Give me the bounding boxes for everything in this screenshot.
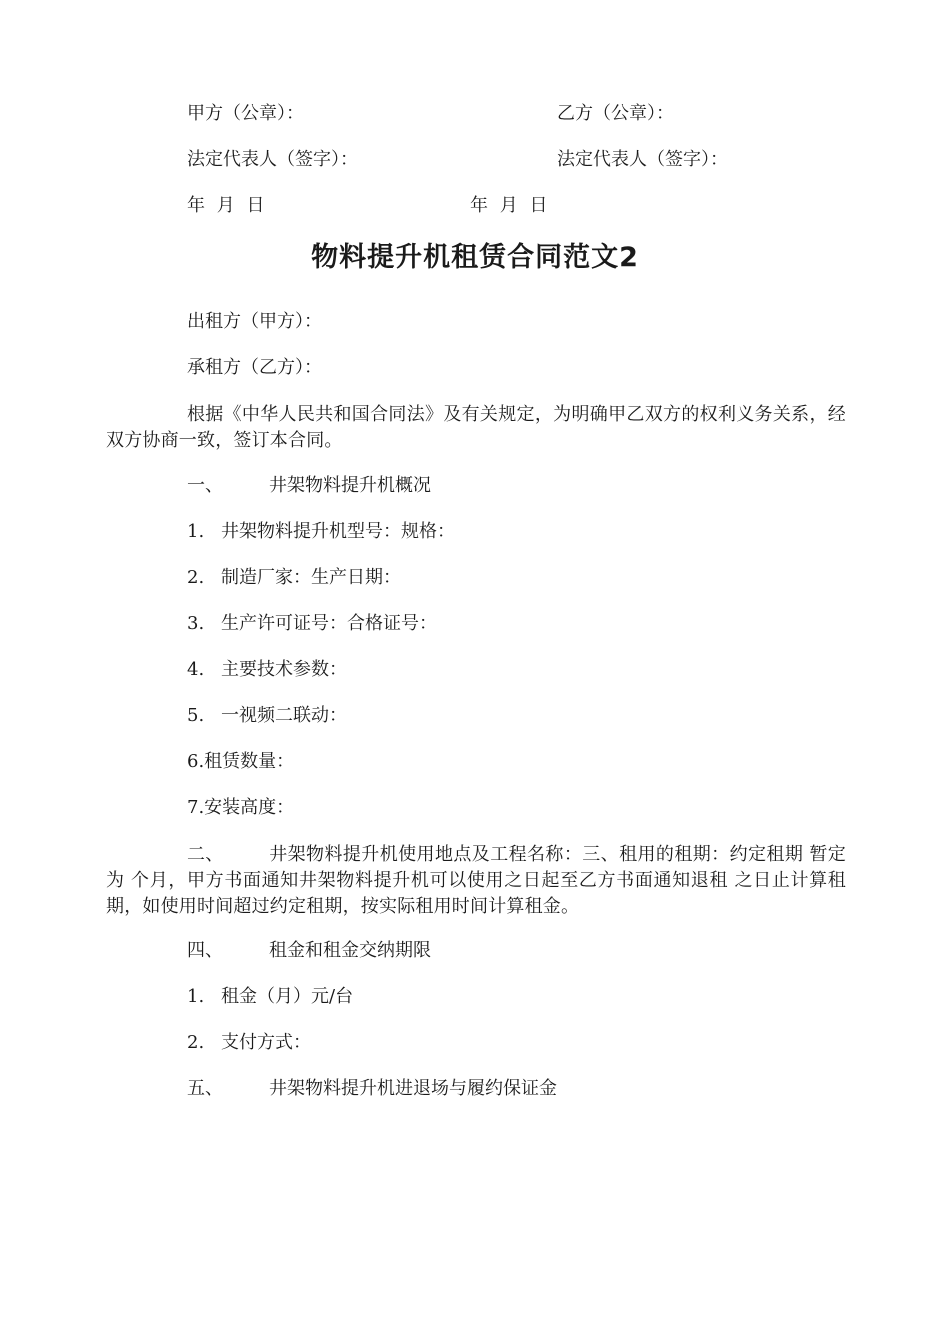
intro-paragraph: 根据《中华人民共和国合同法》及有关规定，为明确甲乙双方的权利义务关系，经双方协商一致，签订本合同。 xyxy=(106,404,846,451)
section1-number: 一、 xyxy=(187,475,223,496)
section2-number: 二、 xyxy=(187,844,224,865)
list-item xyxy=(187,985,353,1009)
item-install-height: 7.安装高度： xyxy=(187,797,295,818)
party-b-rep: 法定代表人（签字）： xyxy=(557,149,728,170)
list-item xyxy=(187,566,401,590)
section4-title: 租金和租金交纳期限 xyxy=(269,940,431,961)
item-number: 4. xyxy=(187,659,205,680)
document-title: 物料提升机租赁合同范文2 xyxy=(311,242,639,273)
item-text: 租金（月）元/台 xyxy=(221,986,354,1007)
item-rental-quantity: 6.租赁数量： xyxy=(187,751,295,772)
lessee-line: 承租方（乙方）： xyxy=(187,357,322,378)
section5-heading xyxy=(187,1077,557,1101)
item-number: 3. xyxy=(187,613,205,634)
list-item xyxy=(187,704,347,728)
list-item xyxy=(187,658,347,682)
party-b-date: 年 月 日 xyxy=(470,195,548,216)
lessor-line: 出租方（甲方）： xyxy=(187,311,322,332)
section1-title: 井架物料提升机概况 xyxy=(269,475,431,496)
section5-title: 井架物料提升机进退场与履约保证金 xyxy=(269,1078,557,1099)
item-number: 1. xyxy=(187,986,205,1007)
list-item xyxy=(187,520,455,544)
item-text: 主要技术参数： xyxy=(221,659,347,680)
party-b-seal: 乙方（公章）： xyxy=(557,103,674,124)
section2-text: 井架物料提升机使用地点及工程名称：三、租用的租期：约定租期 暂定为 个月，甲方书面通知井架物料提升机可以使用之日起至乙方书面通知退租 之日止计算租期，如使用时间超过约定租期，按实际租用时间计算租金。 xyxy=(106,844,846,917)
party-a-rep: 法定代表人（签字）： xyxy=(187,149,358,170)
section2-paragraph xyxy=(106,842,846,920)
list-item xyxy=(187,1031,311,1055)
party-a-seal: 甲方（公章）： xyxy=(187,103,304,124)
item-number: 1. xyxy=(187,521,205,542)
section5-number: 五、 xyxy=(187,1078,223,1099)
list-item xyxy=(187,612,437,636)
item-text: 生产许可证号：合格证号： xyxy=(221,613,437,634)
item-text: 一视频二联动： xyxy=(221,705,347,726)
section1-heading xyxy=(187,474,431,498)
item-text: 制造厂家：生产日期： xyxy=(221,567,401,588)
item-number: 2. xyxy=(187,1032,205,1053)
item-text: 井架物料提升机型号：规格： xyxy=(221,521,455,542)
section4-heading xyxy=(187,939,431,963)
section4-number: 四、 xyxy=(187,940,223,961)
party-a-date: 年 月 日 xyxy=(187,195,265,216)
item-text: 支付方式： xyxy=(221,1032,311,1053)
item-number: 5. xyxy=(187,705,205,726)
item-number: 2. xyxy=(187,567,205,588)
